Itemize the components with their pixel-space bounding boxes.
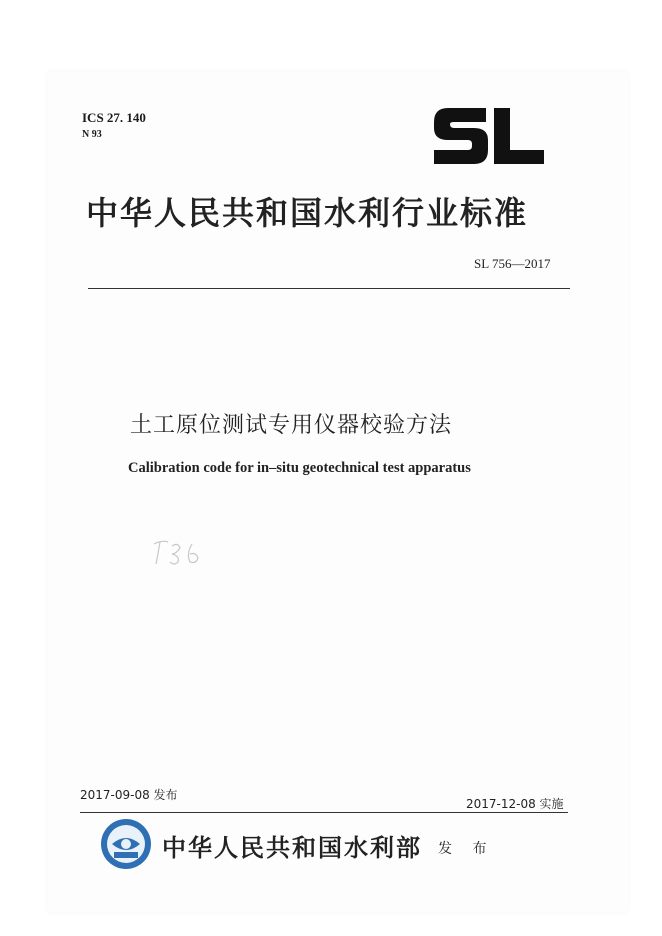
publisher-name: 中华人民共和国水利部 [162, 833, 422, 862]
footer-divider [80, 812, 568, 813]
handwritten-mark [148, 532, 208, 572]
publisher-action: 发 布 [438, 841, 495, 857]
ics-code: ICS 27. 140 [82, 110, 146, 125]
header-divider [88, 288, 570, 289]
sl-logo-graphic [428, 100, 548, 170]
document-title-en: Calibration code for in–situ geotechnical test apparatus [128, 460, 471, 476]
standard-title: 中华人民共和国水利行业标准 [86, 194, 529, 232]
implementation-date: 2017-12-08 实施 [466, 797, 564, 811]
sl-logo [428, 100, 548, 170]
standard-number: SL 756—2017 [474, 256, 551, 271]
ccs-code: N 93 [82, 129, 102, 140]
ministry-seal-icon [100, 818, 152, 870]
document-title-zh: 土工原位测试专用仪器校验方法 [130, 413, 453, 438]
issue-date: 2017-09-08 发布 [80, 788, 178, 802]
